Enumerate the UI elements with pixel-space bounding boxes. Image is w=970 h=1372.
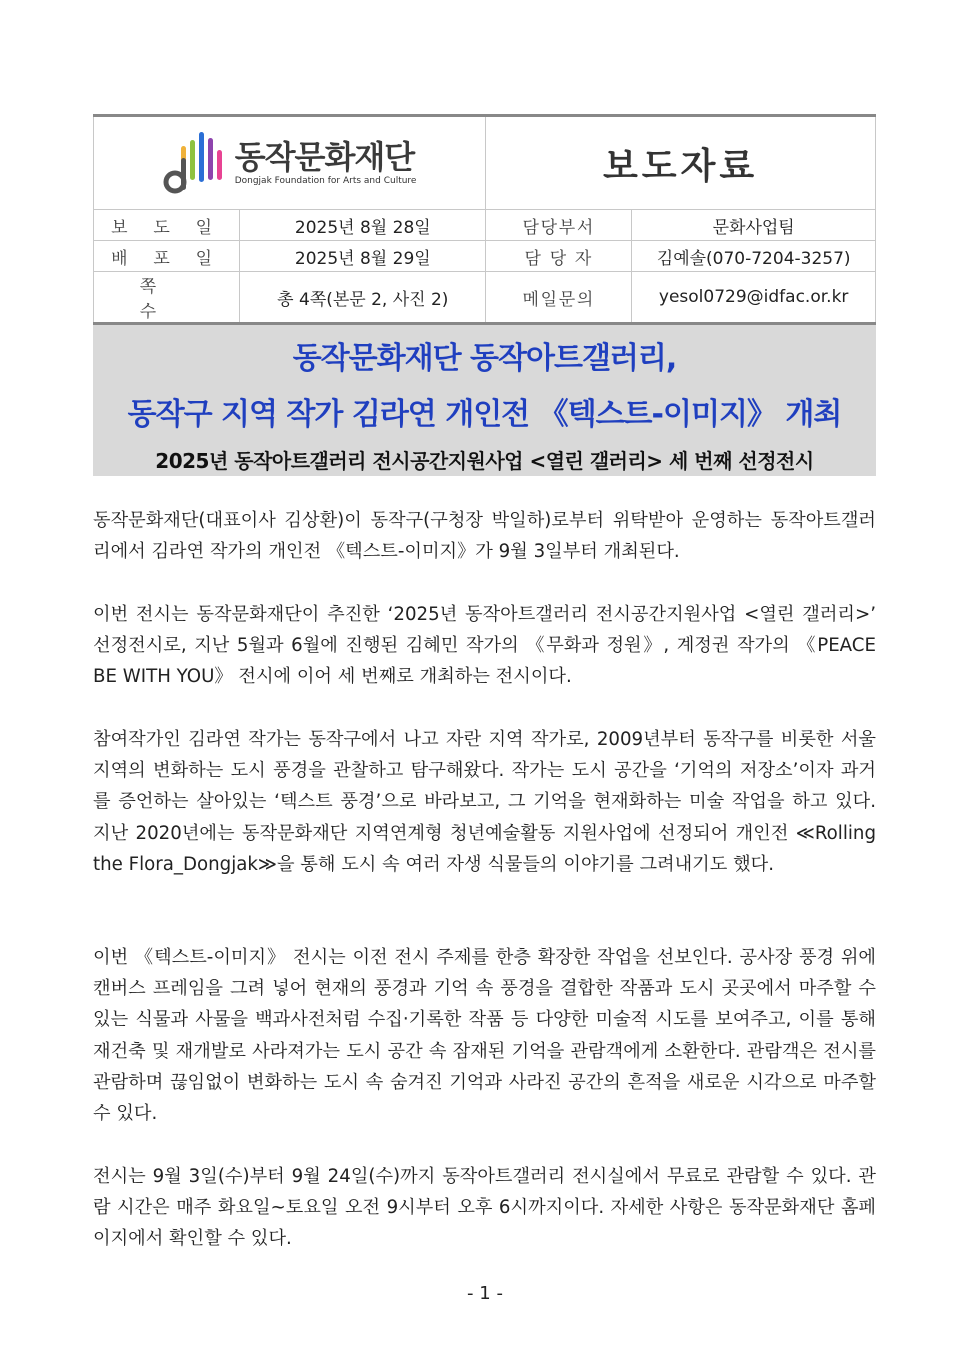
logo-cell [94, 116, 486, 210]
header-table [93, 114, 876, 325]
label-email: 메일문의 [486, 272, 632, 324]
value-release-date: 2025년 8월 28일 [240, 210, 486, 241]
org-name-en: Dongjak Foundation for Arts and Culture [234, 176, 417, 186]
headline-line-2: 동작구 지역 작가 김라연 개인전 《텍스트-이미지》 개최 [127, 397, 842, 432]
org-name: 동작문화재단 [234, 138, 415, 176]
headline-line-1: 동작문화재단 동작아트갤러리, [292, 341, 677, 376]
label-contact-person: 담 당 자 [486, 241, 632, 272]
value-distribution-date: 2025년 8월 29일 [240, 241, 486, 272]
body-paragraph-2: 이번 전시는 동작문화재단이 추진한 ‘2025년 동작아트갤러리 전시공간지원사업 <열린 갤러리>’ 선정전시로, 지난 5월과 6월에 진행된 김혜민 작가의 《무화과 정원》, 계정권 작가의 《PEACE BE WITH YOU》 전시에 이어 세 번째로 개최하는 전시이다. [93, 604, 876, 688]
headline-subtitle: 2025년 동작아트갤러리 전시공간지원사업 <열린 갤러리> 세 번째 선정전시 [155, 449, 814, 473]
label-department: 담당부서 [486, 210, 632, 241]
value-email[interactable]: yesol0729@idfac.or.kr [632, 272, 876, 324]
value-department: 문화사업팀 [632, 210, 876, 241]
header-row [94, 210, 876, 241]
doc-type-cell [486, 116, 876, 210]
body-paragraph-4: 이번 《텍스트-이미지》 전시는 이전 전시 주제를 한층 확장한 작업을 선보인다. 공사장 풍경 위에 캔버스 프레임을 그려 넣어 현재의 풍경과 기억 속 풍경을 결합한 작품과 도시 곳곳에서 마주할 수 있는 식물과 사물을 백과사전처럼 수집·기록한 작품 등 다양한 미술적 시도를 보여주고, 이를 통해 재건축 및 재개발로 사라져가는 도시 공간 속 잠재된 기억을 관람객에게 소환한다. 관람객은 전시를 관람하며 끊임없이 변화하는 도시 속 숨겨진 기억과 사라진 공간의 흔적을 새로운 시각으로 마주할 수 있다. [93, 947, 876, 1125]
value-contact-person: 김예솔(070-7204-3257) [632, 241, 876, 272]
header-row [94, 272, 876, 324]
logo-mark-icon [163, 128, 223, 198]
label-release-date: 보 도 일 [94, 210, 240, 241]
value-pages: 총 4쪽(본문 2, 사진 2) [240, 272, 486, 324]
doc-type-title: 보도자료 [603, 145, 759, 187]
body-paragraph-3: 참여작가인 김라연 작가는 동작구에서 나고 자란 지역 작가로, 2009년부터 동작구를 비롯한 서울 지역의 변화하는 도시 풍경을 관찰하고 탐구해왔다. 작가는 도시 공간을 ‘기억의 저장소’이자 과거를 증언하는 살아있는 ‘텍스트 풍경’으로 바라보고, 그 기억을 현재화하는 미술 작업을 하고 있다. 지난 2020년에는 동작문화재단 지역연계형 청년예술활동 지원사업에 선정되어 개인전 ≪Rolling the Flora_Dongjak≫을 통해 도시 속 여러 자생 식물들의 이야기를 그려내기도 했다. [93, 729, 876, 875]
header-row [94, 241, 876, 272]
label-pages: 쪽 수 [94, 272, 240, 324]
logo [94, 128, 485, 198]
body-paragraph-5: 전시는 9월 3일(수)부터 9월 24일(수)까지 동작아트갤러리 전시실에서 무료로 관람할 수 있다. 관람 시간은 매주 화요일~토요일 오전 9시부터 오후 6시까지이다. 자세한 사항은 동작문화재단 홈페이지에서 확인할 수 있다. [93, 1166, 876, 1250]
page-number: - 1 - [467, 1283, 503, 1304]
label-distribution-date: 배 포 일 [94, 241, 240, 272]
body-paragraph-1: 동작문화재단(대표이사 김상환)이 동작구(구청장 박일하)로부터 위탁받아 운영하는 동작아트갤러리에서 김라연 작가의 개인전 《텍스트-이미지》가 9월 3일부터 개최된다. [93, 510, 876, 563]
headline-box [93, 325, 876, 476]
